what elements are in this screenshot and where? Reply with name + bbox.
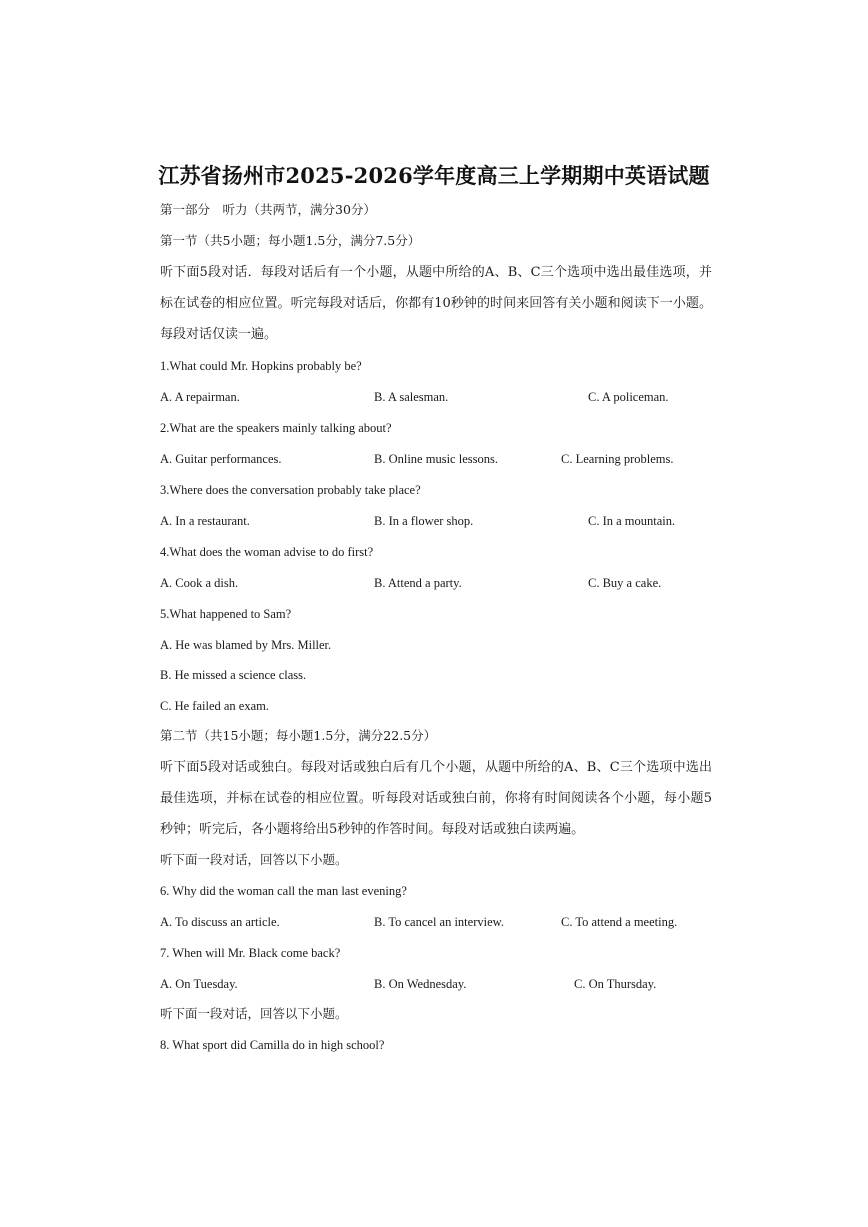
- question-6-option-c: C. To attend a meeting.: [561, 915, 678, 929]
- question-2-option-c: C. Learning problems.: [561, 452, 674, 466]
- question-3-option-a: A. In a restaurant.: [160, 514, 250, 528]
- section1-instructions: 听下面5段对话．每段对话后有一个小题，从题中所给的A、B、C三个选项中选出最佳选项，并标在试卷的相应位置。听完每段对话后，你都有10秒钟的时间来回答有关小题和阅读下一小题。每段对话仅读一遍。: [160, 265, 712, 342]
- question-5-stem: 5.What happened to Sam?: [160, 607, 292, 621]
- question-7-option-b: B. On Wednesday.: [374, 977, 467, 991]
- question-6-option-a: A. To discuss an article.: [160, 915, 280, 929]
- section2-instructions: 听下面5段对话或独白。每段对话或独白后有几个小题，从题中所给的A、B、C三个选项中选出最佳选项，并标在试卷的相应位置。听每段对话或独白前，你将有时间阅读各个小题，每小题5秒钟；听完后，各小题将给出5秒钟的作答时间。每段对话或独白读两遍。: [160, 760, 712, 837]
- question-7-option-c: C. On Thursday.: [574, 977, 657, 991]
- exam-title: 江苏省扬州市2025-2026学年度高三上学期期中英语试题: [158, 163, 710, 188]
- question-3-option-c: C. In a mountain.: [588, 514, 676, 528]
- question-2-option-b: B. Online music lessons.: [374, 452, 498, 466]
- question-3-option-b: B. In a flower shop.: [374, 514, 474, 528]
- question-5-option-b: B. He missed a science class.: [160, 668, 307, 682]
- question-2-stem: 2.What are the speakers mainly talking about?: [160, 421, 392, 435]
- section1-heading: 第一节（共5小题；每小题1.5分，满分7.5分）: [160, 233, 421, 248]
- question-4-stem: 4.What does the woman advise to do first?: [160, 545, 374, 559]
- dialogue-intro-6: 听下面一段对话，回答以下小题。: [160, 852, 348, 867]
- section2-heading: 第二节（共15小题；每小题1.5分，满分22.5分）: [160, 728, 437, 743]
- question-5-option-c: C. He failed an exam.: [160, 699, 269, 713]
- question-1-option-b: B. A salesman.: [374, 390, 449, 404]
- question-6-option-b: B. To cancel an interview.: [374, 915, 504, 929]
- question-1-option-a: A. A repairman.: [160, 390, 240, 404]
- question-5-option-a: A. He was blamed by Mrs. Miller.: [160, 638, 332, 652]
- question-4-option-c: C. Buy a cake.: [588, 576, 662, 590]
- question-8-stem: 8. What sport did Camilla do in high school?: [160, 1038, 385, 1052]
- question-7-option-a: A. On Tuesday.: [160, 977, 238, 991]
- question-4-option-a: A. Cook a dish.: [160, 576, 239, 590]
- question-3-stem: 3.Where does the conversation probably take place?: [160, 483, 421, 497]
- question-1-stem: 1.What could Mr. Hopkins probably be?: [160, 359, 362, 373]
- question-2-option-a: A. Guitar performances.: [160, 452, 282, 466]
- dialogue-intro-7: 听下面一段对话，回答以下小题。: [160, 1006, 348, 1021]
- question-6-stem: 6. Why did the woman call the man last evening?: [160, 884, 407, 898]
- part1-heading: 第一部分 听力（共两节，满分30分）: [160, 202, 376, 217]
- question-7-stem: 7. When will Mr. Black come back?: [160, 946, 341, 960]
- question-1-option-c: C. A policeman.: [588, 390, 669, 404]
- question-4-option-b: B. Attend a party.: [374, 576, 462, 590]
